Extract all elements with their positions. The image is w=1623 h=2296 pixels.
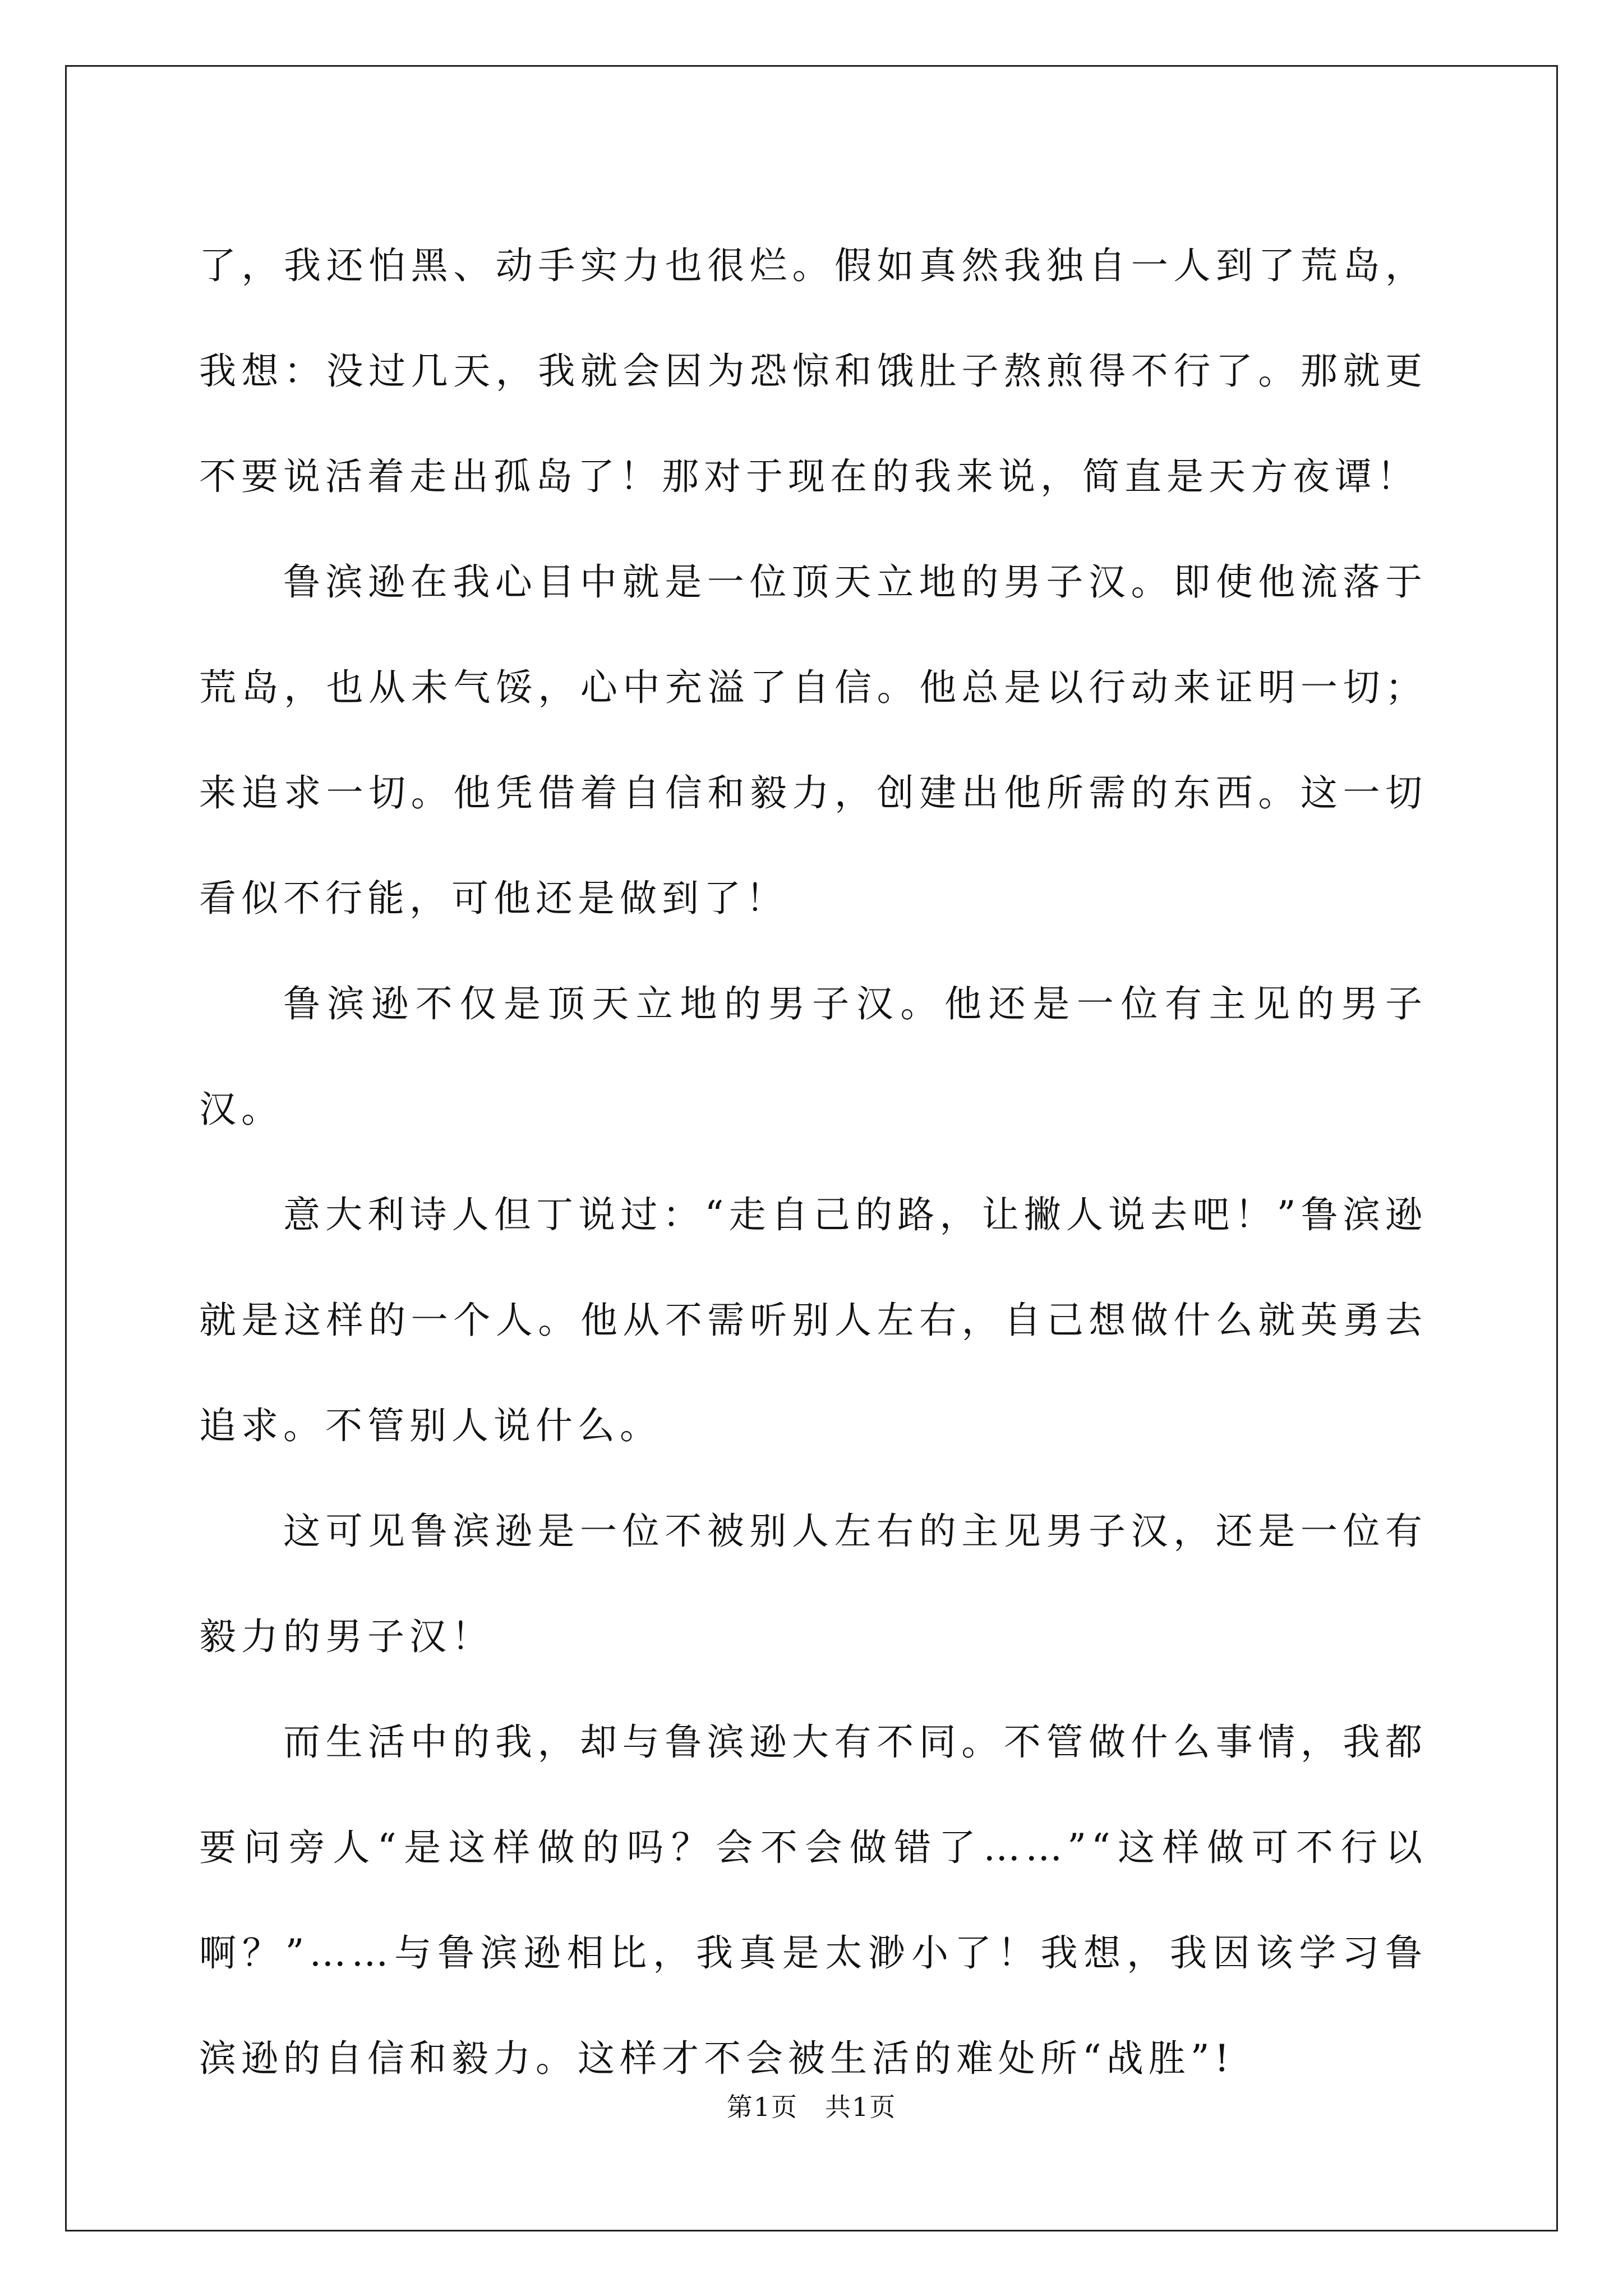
paragraph: 鲁滨逊在我心目中就是一位顶天立地的男子汉。即使他流落于荒岛，也从未气馁，心中充溢了自信。他总是以行动来证明一切；来追求一切。他凭借着自信和毅力，创建出他所需的东西。这一切看似不行能，可他还是做到了！ (199, 560, 1427, 920)
document-body (199, 213, 1427, 2111)
paragraph: 了，我还怕黑、动手实力也很烂。假如真然我独自一人到了荒岛，我想：没过几天，我就会因为恐惊和饿肚子熬煎得不行了。那就更不要说活着走出孤岛了！那对于现在的我来说，简直是天方夜谭！ (199, 244, 1427, 498)
paragraph: 意大利诗人但丁说过：“走自己的路，让撇人说去吧！”鲁滨逊就是这样的一个人。他从不需听别人左右，自己想做什么就英勇去追求。不管别人说什么。 (199, 1193, 1427, 1447)
page-footer (0, 2087, 1623, 2124)
page-number: 第1页 共1页 (726, 2092, 897, 2122)
paragraph: 而生活中的我，却与鲁滨逊大有不同。不管做什么事情，我都要问旁人“是这样做的吗？会不会做错了……”“这样做可不行以啊？”……与鲁滨逊相比，我真是太渺小了！我想，我因该学习鲁滨逊的自信和毅力。这样才不会被生活的难处所“战胜”! (199, 1720, 1427, 2080)
paragraph: 鲁滨逊不仅是顶天立地的男子汉。他还是一位有主见的男子汉。 (199, 982, 1427, 1131)
paragraph: 这可见鲁滨逊是一位不被别人左右的主见男子汉，还是一位有毅力的男子汉！ (199, 1510, 1427, 1658)
